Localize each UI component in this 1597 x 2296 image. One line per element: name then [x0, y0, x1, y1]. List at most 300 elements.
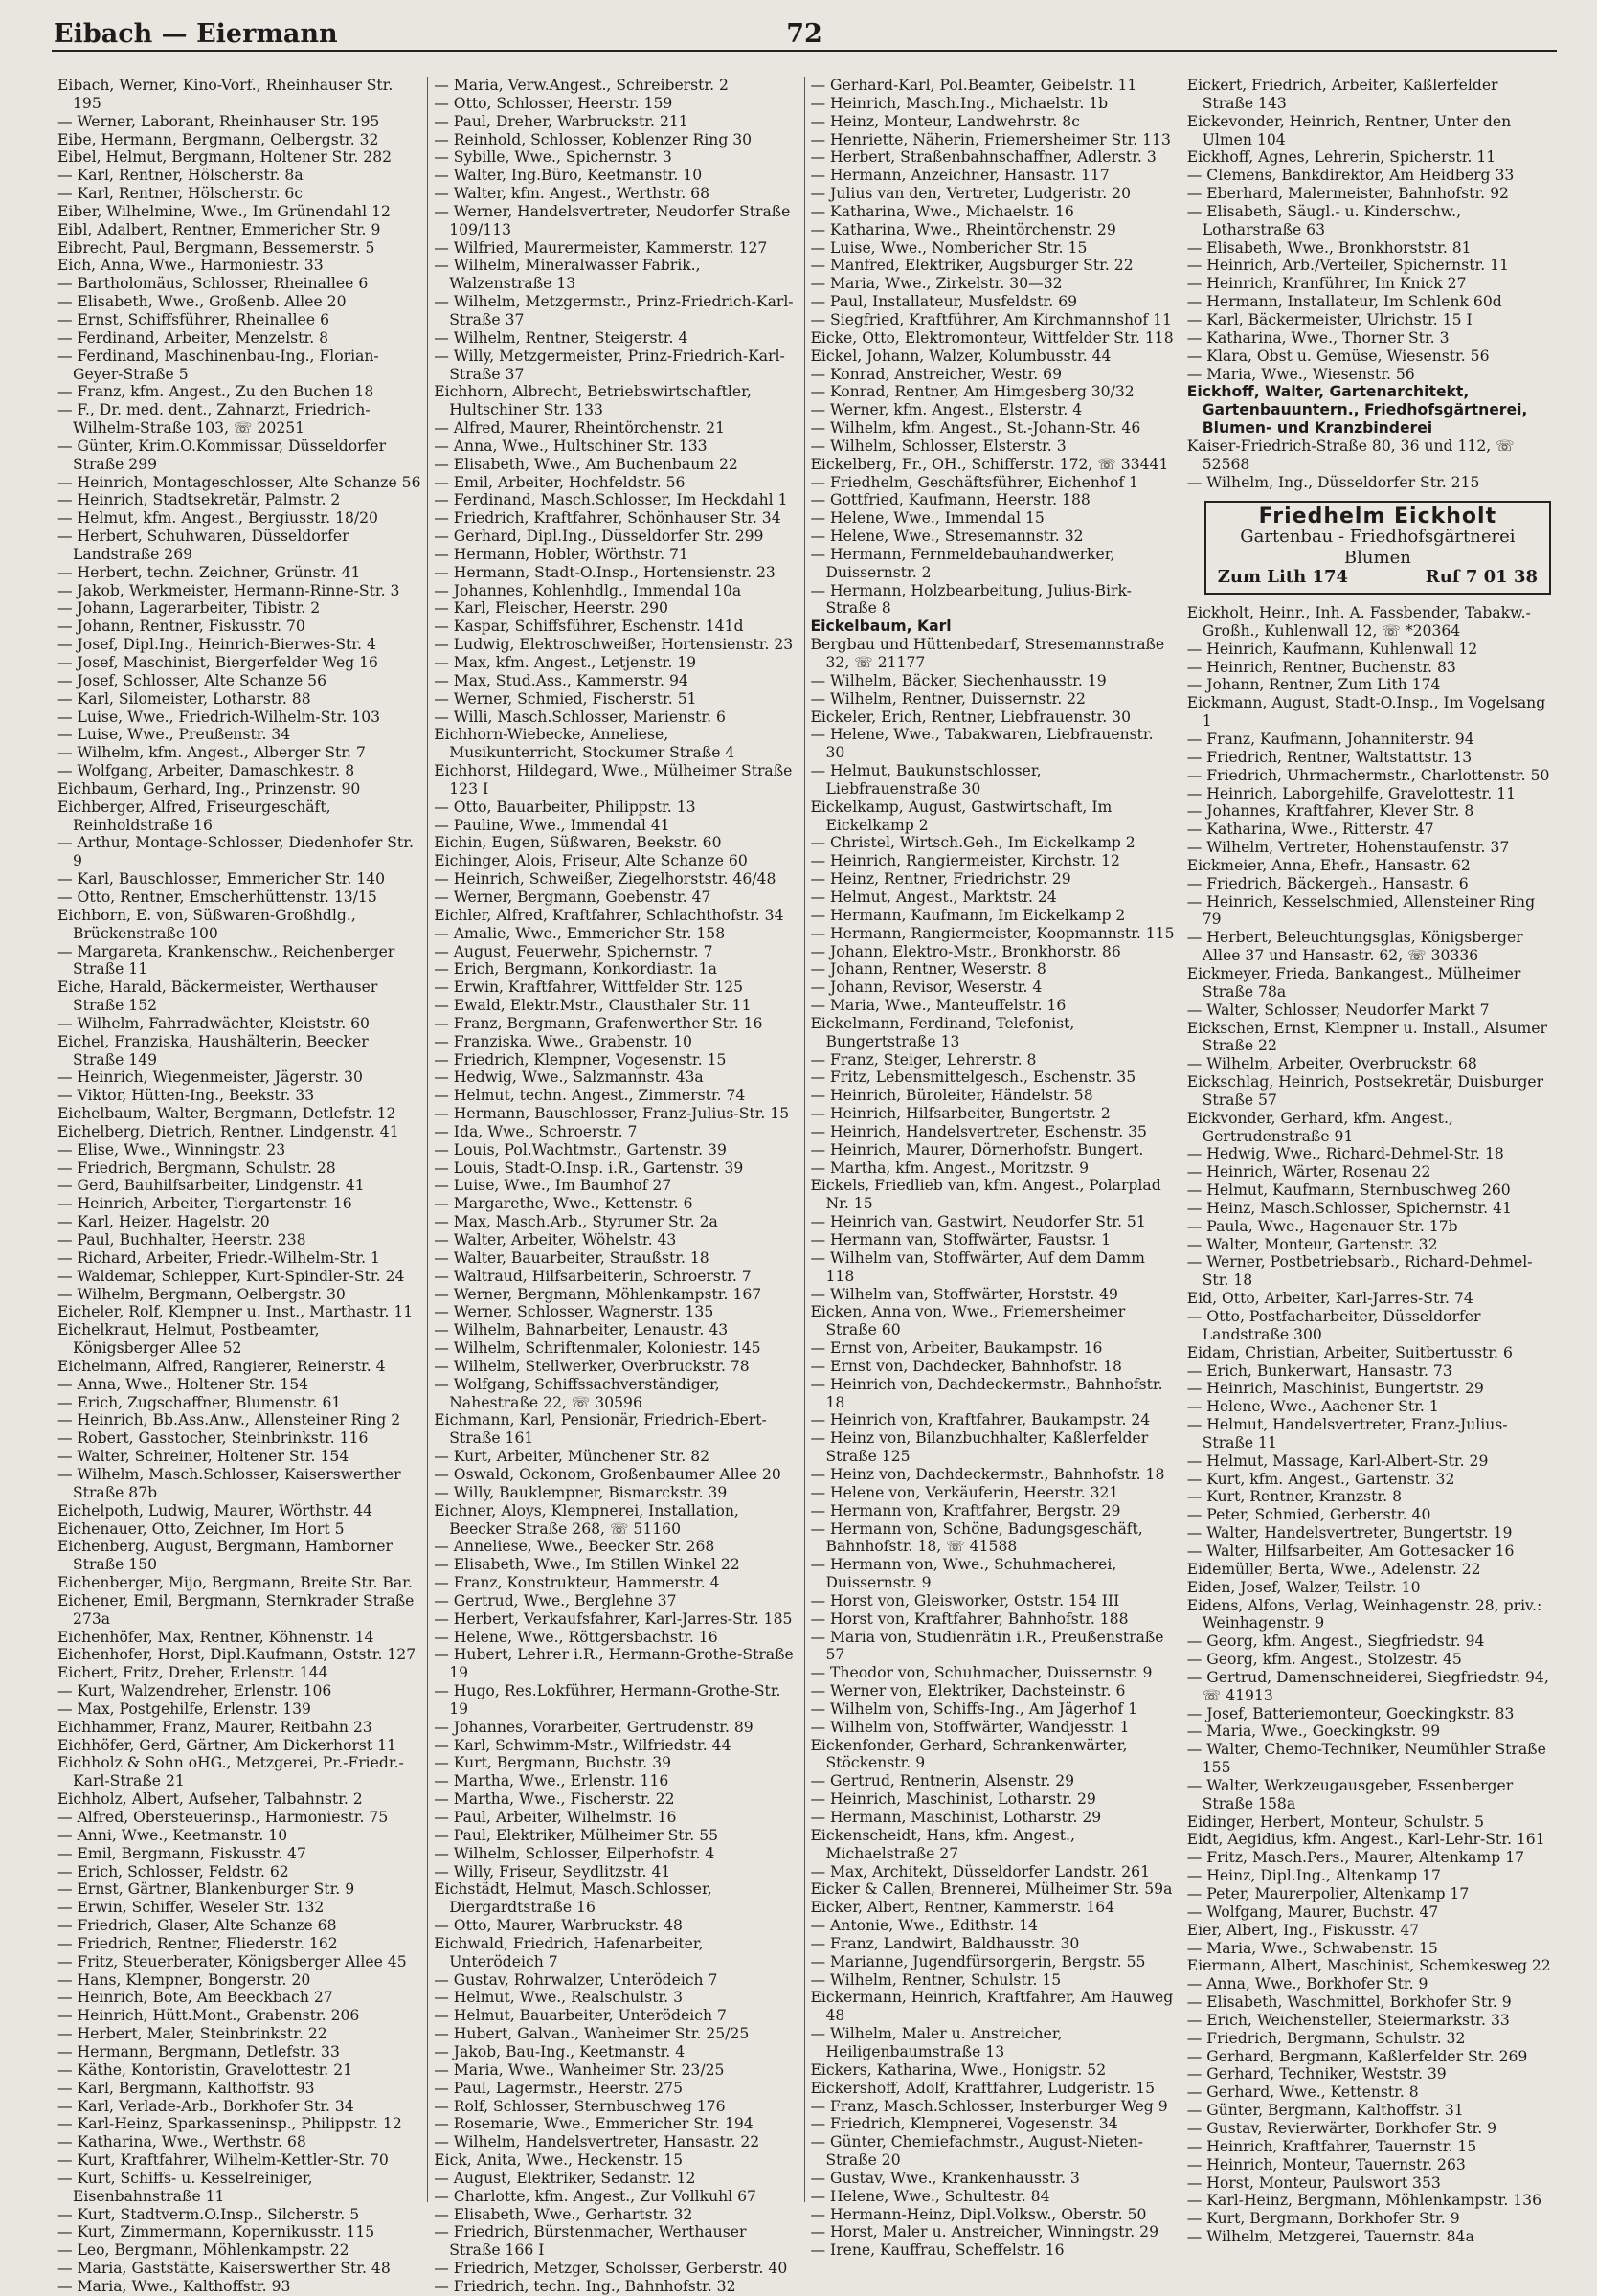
directory-entry: — Franziska, Wwe., Grabenstr. 10	[434, 1032, 692, 1050]
directory-entry: — Heinz, Monteur, Landwehrstr. 8c	[810, 112, 1080, 130]
directory-entry: — Wilhelm, Bahnarbeiter, Lenaustr. 43	[434, 1321, 729, 1339]
directory-entry: — Karl, Fleischer, Heerstr. 290	[434, 599, 668, 618]
directory-entry: — Wilhelm von, Schiffs-Ing., Am Jägerhof 1	[810, 1699, 1138, 1718]
directory-entry: — Erich, Weichensteller, Steiermarkstr. 33	[1186, 2011, 1510, 2029]
directory-entry: — Peter, Schmied, Gerberstr. 40	[1186, 1506, 1431, 1524]
directory-entry: — Viktor, Hütten-Ing., Beekstr. 33	[57, 1087, 315, 1105]
directory-entry: Eichhorn, Albrecht, Betriebswirtschaftler, Hultschiner Str. 133	[434, 383, 752, 419]
directory-entry: — Hermann, Hobler, Wörthstr. 71	[434, 545, 688, 563]
directory-entry: Eicheler, Rolf, Klempner u. Inst., Marthastr. 11	[57, 1303, 414, 1321]
directory-entry: Eichin, Eugen, Süßwaren, Beekstr. 60	[434, 834, 722, 852]
directory-entry: — Martha, kfm. Angest., Moritzstr. 9	[810, 1159, 1089, 1177]
directory-entry: — Reinhold, Schlosser, Koblenzer Ring 30	[434, 130, 753, 148]
directory-entry: — Wilhelm, Maler u. Anstreicher, Heiligenbaumstraße 13	[810, 2025, 1063, 2060]
directory-entry: Eichelpoth, Ludwig, Maurer, Wörthstr. 44	[57, 1501, 373, 1519]
directory-entry: — Heinz von, Dachdeckermstr., Bahnhofstr. 18	[810, 1465, 1165, 1483]
directory-entry: — Werner, Handelsvertreter, Neudorfer Straße 109/113	[434, 202, 791, 238]
directory-entry: — Fritz, Masch.Pers., Maurer, Altenkamp 17	[1186, 1849, 1525, 1867]
directory-entry: — Ferdinand, Maschinenbau-Ing., Florian-Geyer-Straße 5	[57, 347, 379, 383]
directory-entry: — Herbert, Maler, Steinbrinkstr. 22	[57, 2025, 327, 2043]
advertisement-box	[1204, 501, 1551, 595]
directory-entry: — Hermann von, Wwe., Schuhmacherei, Duissernstr. 9	[810, 1556, 1117, 1592]
directory-entry: — Wilhelm van, Stoffwärter, Horststr. 49	[810, 1285, 1118, 1303]
directory-entry: — Hans, Klempner, Bongerstr. 20	[57, 1970, 311, 1989]
directory-entry: Eichelberg, Dietrich, Rentner, Lindgenstr. 41	[57, 1122, 399, 1140]
directory-entry: — Heinrich, Maschinist, Bungertstr. 29	[1186, 1380, 1484, 1398]
directory-entry: — Emil, Bergmann, Fiskusstr. 47	[57, 1844, 306, 1862]
directory-entry: — Ida, Wwe., Schroerstr. 7	[434, 1122, 638, 1140]
directory-entry: — Helene von, Verkäuferin, Heerstr. 321	[810, 1483, 1119, 1501]
directory-entry: — Bartholomäus, Schlosser, Rheinallee 6	[57, 275, 369, 293]
directory-entry: — Maria, Wwe., Schwabenstr. 15	[1186, 1939, 1438, 1957]
directory-entry: — Heinrich van, Gastwirt, Neudorfer Str. 51	[810, 1213, 1146, 1231]
directory-entry: — Friedrich, Kraftfahrer, Schönhauser Str. 34	[434, 509, 781, 528]
directory-entry: Eichenberg, August, Bergmann, Hamborner Straße 150	[57, 1538, 393, 1574]
directory-entry: — Hermann, Installateur, Im Schlenk 60d	[1186, 293, 1502, 311]
directory-entry: — Rosemarie, Wwe., Emmericher Str. 194	[434, 2115, 754, 2133]
directory-entry: — Heinrich, Montageschlosser, Alte Schanze 56	[57, 473, 421, 491]
directory-entry: — Peter, Maurerpolier, Altenkamp 17	[1186, 1885, 1470, 1902]
directory-entry: — Hermann, Bergmann, Detlefstr. 33	[57, 2042, 340, 2060]
directory-entry: — Hedwig, Wwe., Richard-Dehmel-Str. 18	[1186, 1145, 1504, 1163]
directory-entry: — Maria von, Studienrätin i.R., Preußenstraße 57	[810, 1628, 1164, 1664]
directory-entry: — Friedrich, techn. Ing., Bahnhofstr. 32	[434, 2277, 736, 2295]
directory-entry: — Johann, Elektro-Mstr., Bronkhorstr. 86	[810, 942, 1121, 960]
directory-entry: Eichner, Aloys, Klempnerei, Installation, Beecker Straße 268, ☏ 51160	[434, 1501, 739, 1538]
directory-entry: — Elisabeth, Säugl.- u. Kinderschw., Lotharstraße 63	[1186, 202, 1462, 238]
directory-entry: — Heinz von, Bilanzbuchhalter, Kaßlerfelder Straße 125	[810, 1429, 1149, 1466]
directory-entry: — Franz, kfm. Angest., Zu den Buchen 18	[57, 383, 374, 401]
directory-entry: — Wilhelm, Mineralwasser Fabrik., Walzenstraße 13	[434, 257, 701, 293]
column-1	[52, 77, 427, 2295]
directory-entry: — Katharina, Wwe., Thorner Str. 3	[1186, 328, 1450, 347]
directory-entry: — Willy, Friseur, Seydlitzstr. 41	[434, 1862, 671, 1880]
ad-address: Zum Lith 174	[1217, 567, 1349, 588]
directory-entry: — Katharina, Wwe., Michaelstr. 16	[810, 202, 1074, 220]
directory-entry: Eichborn, E. von, Süßwaren-Großhdlg., Brückenstraße 100	[57, 906, 356, 942]
directory-entry: — Johann, Rentner, Zum Lith 174	[1186, 676, 1441, 694]
directory-entry: Eiermann, Albert, Maschinist, Schemkesweg 22	[1186, 1957, 1551, 1975]
directory-entry: — Katharina, Wwe., Ritterstr. 47	[1186, 821, 1434, 839]
directory-entry: — Wilhelm, kfm. Angest., St.-Johann-Str. 46	[810, 419, 1141, 438]
directory-entry: — Helmut, Kaufmann, Sternbuschweg 260	[1186, 1182, 1511, 1200]
directory-entry: — Walter, Hilfsarbeiter, Am Gottesacker 16	[1186, 1542, 1515, 1560]
directory-entry: — Johann, Rentner, Fiskusstr. 70	[57, 618, 305, 636]
directory-entry: — Julius van den, Vertreter, Ludgeristr. 20	[810, 185, 1132, 203]
directory-entry: — Walter, Werkzeugausgeber, Essenberger Straße 158a	[1186, 1776, 1514, 1812]
directory-entry: — Anneliese, Wwe., Beecker Str. 268	[434, 1538, 715, 1556]
directory-entry: — Hermann-Heinz, Dipl.Volksw., Oberstr. 50	[810, 2205, 1147, 2223]
running-head: Eibach — Eiermann	[54, 19, 338, 49]
directory-entry: — Johann, Rentner, Weserstr. 8	[810, 960, 1046, 979]
directory-entry: — Wolfgang, Arbeiter, Damaschkestr. 8	[57, 762, 355, 780]
directory-entry: Eickmeyer, Frieda, Bankangest., Mülheimer Straße 78a	[1186, 964, 1521, 1001]
directory-entry: — Werner, Schlosser, Wagnerstr. 135	[434, 1303, 714, 1321]
directory-entry: — Wilhelm, kfm. Angest., Alberger Str. 7	[57, 744, 366, 762]
ad-name: Friedhelm Eickholt	[1258, 505, 1497, 529]
directory-entry: — Max, Stud.Ass., Kammerstr. 94	[434, 671, 688, 689]
directory-entry: — Wilhelm, Bergmann, Oelbergstr. 30	[57, 1285, 346, 1303]
directory-entry: — Elise, Wwe., Winningstr. 23	[57, 1140, 286, 1159]
directory-entry: — Friedhelm, Geschäftsführer, Eichenhof 1	[810, 473, 1138, 491]
directory-entry: — Friedrich, Bergmann, Schulstr. 32	[1186, 2029, 1466, 2047]
directory-entry: — Wilhelm, Fahrradwächter, Kleiststr. 60	[57, 1014, 370, 1032]
directory-entry: — Willy, Bauklempner, Bismarckstr. 39	[434, 1483, 728, 1501]
directory-entry: — Konrad, Anstreicher, Westr. 69	[810, 365, 1063, 383]
directory-entry: — Herbert, Verkaufsfahrer, Karl-Jarres-Str. 185	[434, 1609, 793, 1628]
directory-entry: — Anna, Wwe., Borkhofer Str. 9	[1186, 1975, 1428, 1993]
directory-entry: — Willy, Metzgermeister, Prinz-Friedrich-Karl-Straße 37	[434, 347, 785, 383]
directory-entry: Eichener, Emil, Bergmann, Sternkrader Straße 273a	[57, 1591, 415, 1628]
directory-entry: — Wilhelm, Ing., Düsseldorfer Str. 215	[1186, 473, 1480, 491]
directory-entry: — Friedrich, Rentner, Waltstattstr. 13	[1186, 748, 1473, 766]
directory-entry: — Ludwig, Elektroschweißer, Hortensienstr. 23	[434, 636, 794, 654]
directory-entry: Eickhoff, Agnes, Lehrerin, Spicherstr. 11	[1186, 148, 1496, 167]
directory-entry: Eidt, Aegidius, kfm. Angest., Karl-Lehr-Str. 161	[1186, 1831, 1545, 1849]
directory-entry: Eichbaum, Gerhard, Ing., Prinzenstr. 90	[57, 779, 361, 798]
directory-entry: — Gustav, Rohrwalzer, Unterödeich 7	[434, 1970, 718, 1989]
directory-entry: — Anna, Wwe., Holtener Str. 154	[57, 1375, 309, 1393]
directory-entry: — Johann, Revisor, Weserstr. 4	[810, 979, 1043, 997]
directory-entry: — Ernst von, Dachdecker, Bahnhofstr. 18	[810, 1357, 1122, 1375]
directory-entry: — Paul, Buchhalter, Heerstr. 238	[57, 1231, 306, 1249]
directory-entry: Eichelmann, Alfred, Rangierer, Reinerstr. 4	[57, 1357, 386, 1375]
directory-entry: — Wilhelm, Arbeiter, Overbruckstr. 68	[1186, 1055, 1477, 1073]
directory-entry: — Josef, Batteriemonteur, Goeckingkstr. 83	[1186, 1704, 1515, 1722]
directory-entry: — Heinrich, Monteur, Tauernstr. 263	[1186, 2155, 1466, 2173]
directory-entry: — Gustav, Wwe., Krankenhausstr. 3	[810, 2169, 1080, 2187]
directory-entry: — Heinrich von, Dachdeckermstr., Bahnhofstr. 18	[810, 1375, 1163, 1411]
directory-entry: — Hermann von, Schöne, Badungsgeschäft, Bahnhofstr. 18, ☏ 41588	[810, 1519, 1143, 1556]
directory-entry: — Friedrich, Metzger, Scholsser, Gerberstr. 40	[434, 2260, 788, 2278]
directory-entry: — Luise, Wwe., Preußenstr. 34	[57, 726, 291, 744]
directory-entry: — Heinrich, Maurer, Dörnerhofstr. Bungert.	[810, 1140, 1144, 1159]
directory-entry: — Heinrich, Arbeiter, Tiergartenstr. 16	[57, 1195, 352, 1213]
directory-entry: — Walter, Chemo-Techniker, Neumühler Straße 155	[1186, 1741, 1546, 1777]
directory-entry: — Franz, Konstrukteur, Hammerstr. 4	[434, 1574, 720, 1592]
directory-entry: — Heinrich, Bote, Am Beeckbach 27	[57, 1989, 333, 2007]
directory-entry: — Gerhard, Techniker, Weststr. 39	[1186, 2065, 1447, 2083]
directory-entry: — Amalie, Wwe., Emmericher Str. 158	[434, 924, 726, 942]
directory-entry: Eidemüller, Berta, Wwe., Adelenstr. 22	[1186, 1560, 1481, 1578]
directory-entry: — Hermann, Maschinist, Lotharstr. 29	[810, 1809, 1102, 1826]
directory-entry: — Gerhard, Bergmann, Kaßlerfelder Str. 269	[1186, 2047, 1528, 2065]
directory-entry: — Elisabeth, Waschmittel, Borkhofer Str. 9	[1186, 1993, 1512, 2012]
directory-entry: Eickschen, Ernst, Klempner u. Install., Alsumer Straße 22	[1186, 1019, 1547, 1055]
directory-entry: — Hermann von, Kraftfahrer, Bergstr. 29	[810, 1501, 1121, 1519]
directory-entry: Eichenhöfer, Max, Rentner, Köhnenstr. 14	[57, 1628, 374, 1646]
directory-entry: — Helmut, Angest., Marktstr. 24	[810, 888, 1057, 906]
directory-entry: — Wilhelm von, Stoffwärter, Wandjesstr. 1	[810, 1718, 1130, 1736]
ad-phone: Ruf 7 01 38	[1425, 567, 1538, 588]
directory-entry: — Heinz, Masch.Schlosser, Spichernstr. 41	[1186, 1199, 1512, 1217]
directory-entry: — Franz, Masch.Schlosser, Insterburger Weg 9	[810, 2097, 1168, 2115]
directory-entry: — Karl, Rentner, Hölscherstr. 6c	[57, 185, 304, 203]
directory-entry: — Helmut, Baukunstschlosser, Liebfrauenstraße 30	[810, 762, 1042, 798]
directory-entry: — Maria, Wwe., Manteuffelstr. 16	[810, 997, 1067, 1015]
directory-entry: — Johann, Lagerarbeiter, Tibistr. 2	[57, 599, 321, 618]
directory-entry: — Wilhelm, Masch.Schlosser, Kaiserswerther Straße 87b	[57, 1465, 401, 1501]
directory-entry: Eickelberg, Fr., OH., Schifferstr. 172, ☏ 33441	[810, 455, 1169, 473]
directory-entry: — Kurt, Arbeiter, Münchener Str. 82	[434, 1448, 710, 1466]
directory-entry: — Werner, Postbetriebsarb., Richard-Dehmel-Str. 18	[1186, 1253, 1533, 1290]
directory-entry: Eibach, Werner, Kino-Vorf., Rheinhauser Str. 195	[57, 77, 394, 112]
directory-entry: — Klara, Obst u. Gemüse, Wiesenstr. 56	[1186, 347, 1490, 365]
directory-entry: — Charlotte, kfm. Angest., Zur Vollkuhl 67	[434, 2187, 756, 2205]
directory-entry: — Antonie, Wwe., Edithstr. 14	[810, 1917, 1039, 1935]
directory-entry: — Paul, Arbeiter, Wilhelmstr. 16	[434, 1809, 677, 1826]
directory-entry: — Heinrich, Arb./Verteiler, Spichernstr. 11	[1186, 257, 1509, 275]
directory-entry: — Alfred, Maurer, Rheintörchenstr. 21	[434, 419, 726, 438]
directory-entry: Eidam, Christian, Arbeiter, Suitbertusstr. 6	[1186, 1343, 1513, 1362]
directory-entry: Eickelkamp, August, Gastwirtschaft, Im Eickelkamp 2	[810, 798, 1113, 834]
directory-entry: — Heinrich, Wiegenmeister, Jägerstr. 30	[57, 1069, 363, 1087]
directory-entry: Eicken, Anna von, Wwe., Friemersheimer Straße 60	[810, 1303, 1126, 1339]
directory-entry: Eicke, Otto, Elektromonteur, Wittfelder Str. 118	[810, 328, 1174, 347]
directory-entry: Eiber, Wilhelmine, Wwe., Im Grünendahl 12	[57, 202, 391, 220]
directory-entry: — Wilhelm van, Stoffwärter, Auf dem Damm 118	[810, 1249, 1145, 1285]
directory-entry: — Karl-Heinz, Sparkasseninsp., Philippstr. 12	[57, 2115, 402, 2133]
directory-entry: Eicker, Albert, Rentner, Kammerstr. 164	[810, 1899, 1115, 1917]
directory-entry: — Max, Architekt, Düsseldorfer Landstr. 261	[810, 1862, 1150, 1880]
directory-entry: — Karl, Bauschlosser, Emmericher Str. 140	[57, 870, 386, 889]
directory-entry: — Rolf, Schlosser, Sternbuschweg 176	[434, 2097, 726, 2115]
directory-entry: — Kurt, Zimmermann, Kopernikusstr. 115	[57, 2223, 375, 2241]
directory-entry: — Wolfgang, Schiffssachverständiger, Nahestraße 22, ☏ 30596	[434, 1375, 720, 1411]
directory-entry: — Horst, Maler u. Anstreicher, Winningstr. 29	[810, 2223, 1159, 2241]
directory-entry: — Louis, Stadt-O.Insp. i.R., Gartenstr. 39	[434, 1159, 744, 1177]
directory-entry: — Walter, Monteur, Gartenstr. 32	[1186, 1235, 1438, 1253]
directory-entry: — Herbert, techn. Zeichner, Grünstr. 41	[57, 563, 361, 581]
directory-entry: — Otto, Schlosser, Heerstr. 159	[434, 94, 673, 112]
directory-entry: — Gottfried, Kaufmann, Heerstr. 188	[810, 491, 1091, 509]
directory-entry: — Katharina, Wwe., Rheintörchenstr. 29	[810, 220, 1116, 238]
directory-entry: — Walter, kfm. Angest., Werthstr. 68	[434, 185, 709, 203]
directory-entry: — Gertrud, Wwe., Berglehne 37	[434, 1591, 677, 1609]
directory-entry: Eickeler, Erich, Rentner, Liebfrauenstr. 30	[810, 708, 1132, 726]
directory-entry: — Werner, Bergmann, Möhlenkampstr. 167	[434, 1285, 762, 1303]
directory-entry: — Eberhard, Malermeister, Bahnhofstr. 92	[1186, 185, 1509, 203]
directory-entry: — Hedwig, Wwe., Salzmannstr. 43a	[434, 1069, 704, 1087]
directory-entry: Eichenhofer, Horst, Dipl.Kaufmann, Oststr. 127	[57, 1646, 416, 1664]
directory-entry: Eickenscheidt, Hans, kfm. Angest., Michaelstraße 27	[810, 1826, 1075, 1862]
directory-entry: — Georg, kfm. Angest., Stolzestr. 45	[1186, 1651, 1462, 1669]
directory-entry: — Anni, Wwe., Keetmanstr. 10	[57, 1826, 288, 1844]
directory-entry: — Margarethe, Wwe., Kettenstr. 6	[434, 1195, 693, 1213]
directory-entry: — Heinrich, Rentner, Buchenstr. 83	[1186, 658, 1456, 676]
directory-entry: Eichhöfer, Gerd, Gärtner, Am Dickerhorst 11	[57, 1736, 396, 1754]
directory-entry: Eichholz & Sohn oHG., Metzgerei, Pr.-Friedr.-Karl-Straße 21	[57, 1754, 404, 1790]
directory-entry: — Karl, Heizer, Hagelstr. 20	[57, 1213, 270, 1231]
directory-entry: Eichelkraut, Helmut, Postbeamter, Königsberger Allee 52	[57, 1321, 320, 1358]
directory-entry: — Helene, Wwe., Schultestr. 84	[810, 2187, 1050, 2205]
directory-entry: — Arthur, Montage-Schlosser, Diedenhofer Str. 9	[57, 834, 414, 870]
directory-entry: — Günter, Krim.O.Kommissar, Düsseldorfer Straße 299	[57, 437, 387, 473]
directory-entry: — Gerhard-Karl, Pol.Beamter, Geibelstr. 11	[810, 77, 1137, 94]
directory-entry: — Heinrich, Schweißer, Ziegelhorststr. 46/48	[434, 870, 776, 889]
directory-entry: Eickelbaum, Karl	[810, 618, 952, 636]
directory-entry: — Elisabeth, Wwe., Am Buchenbaum 22	[434, 455, 738, 473]
directory-entry: — Ferdinand, Arbeiter, Menzelstr. 8	[57, 328, 329, 347]
directory-entry: Eich, Anna, Wwe., Harmoniestr. 33	[57, 257, 324, 275]
directory-entry: Eichberger, Alfred, Friseurgeschäft, Reinholdstraße 16	[57, 798, 331, 834]
directory-entry: — Heinrich, Bb.Ass.Anw., Allensteiner Ring 2	[57, 1411, 401, 1429]
column-4	[1181, 77, 1557, 2246]
directory-entry: — Kurt, Bergmann, Borkhofer Str. 9	[1186, 2210, 1460, 2228]
directory-entry: — Johannes, Vorarbeiter, Gertrudenstr. 89	[434, 1718, 754, 1736]
directory-entry: — Theodor von, Schuhmacher, Duissernstr. 9	[810, 1664, 1153, 1682]
directory-entry: — Heinrich, Kranführer, Im Knick 27	[1186, 275, 1467, 293]
directory-entry: — Heinrich, Hilfsarbeiter, Bungertstr. 2	[810, 1105, 1111, 1123]
directory-entry: Eichenberger, Mijo, Bergmann, Breite Str. Bar.	[57, 1574, 413, 1592]
directory-entry: Eichert, Fritz, Dreher, Erlenstr. 144	[57, 1664, 328, 1682]
directory-entry: — Henriette, Näherin, Friemersheimer Str. 113	[810, 130, 1171, 148]
directory-entry: — Gertrud, Rentnerin, Alsenstr. 29	[810, 1772, 1075, 1790]
directory-entry: — Elisabeth, Wwe., Großenb. Allee 20	[57, 293, 347, 311]
directory-entry: — Heinrich, Kaufmann, Kuhlenwall 12	[1186, 640, 1478, 658]
directory-entry: — Waltraud, Hilfsarbeiterin, Schroerstr. 7	[434, 1267, 752, 1285]
directory-entry: — Hermann, Anzeichner, Hansastr. 117	[810, 167, 1110, 185]
directory-entry: — Käthe, Kontoristin, Gravelottestr. 21	[57, 2060, 353, 2079]
directory-entry: — Otto, Rentner, Emscherhüttenstr. 13/15	[57, 888, 377, 906]
directory-entry: — Georg, kfm. Angest., Siegfriedstr. 94	[1186, 1632, 1485, 1651]
directory-entry: Eidinger, Herbert, Monteur, Schulstr. 5	[1186, 1812, 1485, 1831]
directory-entry: — Herbert, Beleuchtungsglas, Königsberger Allee 37 und Hansastr. 62, ☏ 30336	[1186, 929, 1523, 965]
directory-entry: — Ferdinand, Masch.Schlosser, Im Heckdahl 1	[434, 491, 788, 509]
directory-entry: — Hermann, Bauschlosser, Franz-Julius-Str. 15	[434, 1105, 790, 1123]
directory-entry: — Kaspar, Schiffsführer, Eschenstr. 141d	[434, 618, 744, 636]
directory-entry: — Gerd, Bauhilfsarbeiter, Lindgenstr. 41	[57, 1177, 365, 1195]
directory-entry: Eickelmann, Ferdinand, Telefonist, Bungertstraße 13	[810, 1014, 1075, 1050]
directory-entry: — Maria, Wwe., Zirkelstr. 30—32	[810, 275, 1063, 293]
directory-entry: Eickschlag, Heinrich, Postsekretär, Duisburger Straße 57	[1186, 1073, 1544, 1109]
directory-entry: Eidens, Alfons, Verlag, Weinhagenstr. 28, priv.: Weinhagenstr. 9	[1186, 1596, 1542, 1632]
directory-entry: — Jakob, Bau-Ing., Keetmanstr. 4	[434, 2042, 686, 2060]
directory-entry: Kaiser-Friedrich-Straße 80, 36 und 112, ☏ 52568	[1186, 437, 1515, 473]
directory-entry: — Günter, Chemiefachmstr., August-Nieten-Straße 20	[810, 2133, 1143, 2170]
directory-entry: — Kurt, Schiffs- u. Kesselreiniger, Eisenbahnstraße 11	[57, 2169, 313, 2205]
directory-entry: — Paul, Installateur, Musfeldstr. 69	[810, 293, 1078, 311]
directory-entry: — Wilhelm, Rentner, Duissernstr. 22	[810, 689, 1086, 708]
directory-entry: — Wilhelm, Schriftenmaler, Koloniestr. 145	[434, 1339, 761, 1358]
directory-entry: — Walter, Bauarbeiter, Straußstr. 18	[434, 1249, 709, 1267]
directory-entry: Eier, Albert, Ing., Fiskusstr. 47	[1186, 1921, 1420, 1939]
directory-entry: Eichstädt, Helmut, Masch.Schlosser, Diergardtstraße 16	[434, 1880, 712, 1917]
directory-entry: — Maria, Gaststätte, Kaiserswerther Str. 48	[57, 2260, 391, 2278]
directory-entry: — Elisabeth, Wwe., Bronkhorststr. 81	[1186, 238, 1472, 257]
directory-entry: — Kurt, kfm. Angest., Gartenstr. 32	[1186, 1470, 1455, 1488]
directory-entry: Eickmann, August, Stadt-O.Insp., Im Vogelsang 1	[1186, 694, 1546, 731]
directory-entry: — Franz, Kaufmann, Johanniterstr. 94	[1186, 731, 1474, 748]
directory-entry: — Werner, kfm. Angest., Elsterstr. 4	[810, 401, 1083, 419]
directory-entry: Eiche, Harald, Bäckermeister, Werthauser Straße 152	[57, 979, 378, 1015]
directory-entry: — August, Feuerwehr, Spichernstr. 7	[434, 942, 713, 960]
directory-entry: — Kurt, Bergmann, Buchstr. 39	[434, 1754, 672, 1772]
directory-entry: — Paul, Dreher, Warbruckstr. 211	[434, 112, 688, 130]
directory-entry: — Wilhelm, Handelsvertreter, Hansastr. 22	[434, 2133, 760, 2151]
directory-entry: Eibl, Adalbert, Rentner, Emmericher Str. 9	[57, 220, 381, 238]
directory-entry: — Walter, Arbeiter, Wöhelstr. 43	[434, 1231, 677, 1249]
directory-entry: — Heinz, Rentner, Friedrichstr. 29	[810, 870, 1071, 889]
directory-entry: — Heinrich, Laborgehilfe, Gravelottestr. 11	[1186, 784, 1517, 802]
directory-entry: Eichler, Alfred, Kraftfahrer, Schlachthofstr. 34	[434, 906, 784, 924]
directory-entry: Eickermann, Heinrich, Kraftfahrer, Am Hauweg 48	[810, 1989, 1174, 2025]
directory-entry: Eichholz, Albert, Aufseher, Talbahnstr. 2	[57, 1790, 363, 1809]
directory-entry: — Katharina, Wwe., Werthstr. 68	[57, 2133, 306, 2151]
directory-entry: — Werner, Schmied, Fischerstr. 51	[434, 689, 697, 708]
directory-entry: — Luise, Wwe., Im Baumhof 27	[434, 1177, 672, 1195]
directory-entry: Eickel, Johann, Walzer, Kolumbusstr. 44	[810, 347, 1112, 365]
directory-entry: — Helmut, Massage, Karl-Albert-Str. 29	[1186, 1452, 1489, 1470]
directory-entry: — Herbert, Schuhwaren, Düsseldorfer Landstraße 269	[57, 528, 349, 563]
directory-entry: — Werner von, Elektriker, Dachsteinstr. 6	[810, 1682, 1126, 1700]
directory-entry: Eiden, Josef, Walzer, Teilstr. 10	[1186, 1578, 1421, 1596]
directory-entry: Eickenfonder, Gerhard, Schrankenwärter, Stöckenstr. 9	[810, 1736, 1128, 1772]
directory-entry: — Konrad, Rentner, Am Himgesberg 30/32	[810, 383, 1135, 401]
directory-entry: Eick, Anita, Wwe., Heckenstr. 15	[434, 2151, 684, 2170]
directory-entry: — Helene, Wwe., Stresemannstr. 32	[810, 528, 1084, 546]
directory-entry: — Helmut, Bauarbeiter, Unterödeich 7	[434, 2007, 727, 2025]
directory-entry: — Otto, Maurer, Warbruckstr. 48	[434, 1917, 683, 1935]
directory-entry: — Paula, Wwe., Hagenauer Str. 17b	[1186, 1217, 1458, 1235]
directory-entry: — Josef, Schlosser, Alte Schanze 56	[57, 671, 327, 689]
directory-entry: — Hermann, Rangiermeister, Koopmannstr. 115	[810, 924, 1175, 942]
directory-entry: — Irene, Kauffrau, Scheffelstr. 16	[810, 2241, 1065, 2260]
directory-entry: — Sybille, Wwe., Spichernstr. 3	[434, 148, 672, 167]
directory-entry: — Helmut, Handelsvertreter, Franz-Julius-Straße 11	[1186, 1416, 1508, 1452]
directory-entry: — Erwin, Kraftfahrer, Wittfelder Str. 125	[434, 979, 744, 997]
directory-entry: — Heinrich, Rangiermeister, Kirchstr. 12	[810, 852, 1120, 870]
directory-entry: — Friedrich, Klempnerei, Vogesenstr. 34	[810, 2115, 1118, 2133]
directory-entry: — Gerhard, Dipl.Ing., Düsseldorfer Str. 299	[434, 528, 764, 546]
directory-entry: — Helene, Wwe., Aachener Str. 1	[1186, 1398, 1439, 1416]
directory-entry: Eichel, Franziska, Haushälterin, Beecker Straße 149	[57, 1032, 369, 1069]
directory-entry: — Heinrich von, Kraftfahrer, Baukampstr. 24	[810, 1411, 1151, 1429]
directory-entry: — Franz, Steiger, Lehrerstr. 8	[810, 1050, 1037, 1069]
directory-entry: — Kurt, Rentner, Kranzstr. 8	[1186, 1488, 1402, 1506]
directory-entry: — Josef, Dipl.Ing., Heinrich-Bierwes-Str. 4	[57, 636, 376, 654]
directory-entry: — August, Elektriker, Sedanstr. 12	[434, 2169, 696, 2187]
directory-entry: — Leo, Bergmann, Möhlenkampstr. 22	[57, 2241, 349, 2260]
directory-entry: Eibrecht, Paul, Bergmann, Bessemerstr. 5	[57, 238, 375, 257]
directory-entry: — Oswald, Ockonom, Großenbaumer Allee 20	[434, 1465, 781, 1483]
directory-entry: — Karl, Verlade-Arb., Borkhofer Str. 34	[57, 2097, 354, 2115]
column-2	[427, 77, 803, 2295]
directory-entry: — Helene, Wwe., Tabakwaren, Liebfrauenstr. 30	[810, 726, 1154, 762]
directory-entry: — Wilhelm, Stellwerker, Overbruckstr. 78	[434, 1357, 750, 1375]
directory-entry: — Maria, Wwe., Goeckingkstr. 99	[1186, 1722, 1441, 1741]
directory-entry: — Günter, Bergmann, Kalthoffstr. 31	[1186, 2102, 1464, 2120]
directory-entry: — Hugo, Res.Lokführer, Hermann-Grothe-Str. 19	[434, 1682, 781, 1718]
directory-entry: — Wilhelm, Schlosser, Elsterstr. 3	[810, 437, 1067, 455]
directory-entry: — Heinrich, Handelsvertreter, Eschenstr. 35	[810, 1122, 1147, 1140]
directory-entry: — Franz, Landwirt, Baldhausstr. 30	[810, 1934, 1080, 1952]
directory-entry: — Ernst, Gärtner, Blankenburger Str. 9	[57, 1880, 355, 1899]
directory-entry: — Hermann, Fernmeldebauhandwerker, Duissernstr. 2	[810, 545, 1115, 581]
directory-entry: Eichhorn-Wiebecke, Anneliese, Musikunterricht, Stockumer Straße 4	[434, 726, 735, 762]
directory-entry: — Friedrich, Glaser, Alte Schanze 68	[57, 1917, 337, 1935]
directory-entry: — Wilhelm, Bäcker, Siechenhausstr. 19	[810, 671, 1107, 689]
directory-entry: — Franz, Bergmann, Grafenwerther Str. 16	[434, 1014, 763, 1032]
directory-entry: — Heinrich, Wärter, Rosenau 22	[1186, 1163, 1431, 1182]
directory-entry: — Helmut, Wwe., Realschulstr. 3	[434, 1989, 684, 2007]
directory-entry: — Karl, Schwimm-Mstr., Wilfriedstr. 44	[434, 1736, 731, 1754]
directory-entry: — Wolfgang, Maurer, Buchstr. 47	[1186, 1902, 1439, 1921]
directory-entry: Bergbau und Hüttenbedarf, Stresemannstraße 32, ☏ 21177	[810, 636, 1165, 671]
directory-entry: — Heinrich, Hütt.Mont., Grabenstr. 206	[57, 2007, 360, 2025]
directory-entry: — Erich, Bergmann, Konkordiastr. 1a	[434, 960, 717, 979]
directory-entry: — Richard, Arbeiter, Friedr.-Wilhelm-Str. 1	[57, 1249, 380, 1267]
